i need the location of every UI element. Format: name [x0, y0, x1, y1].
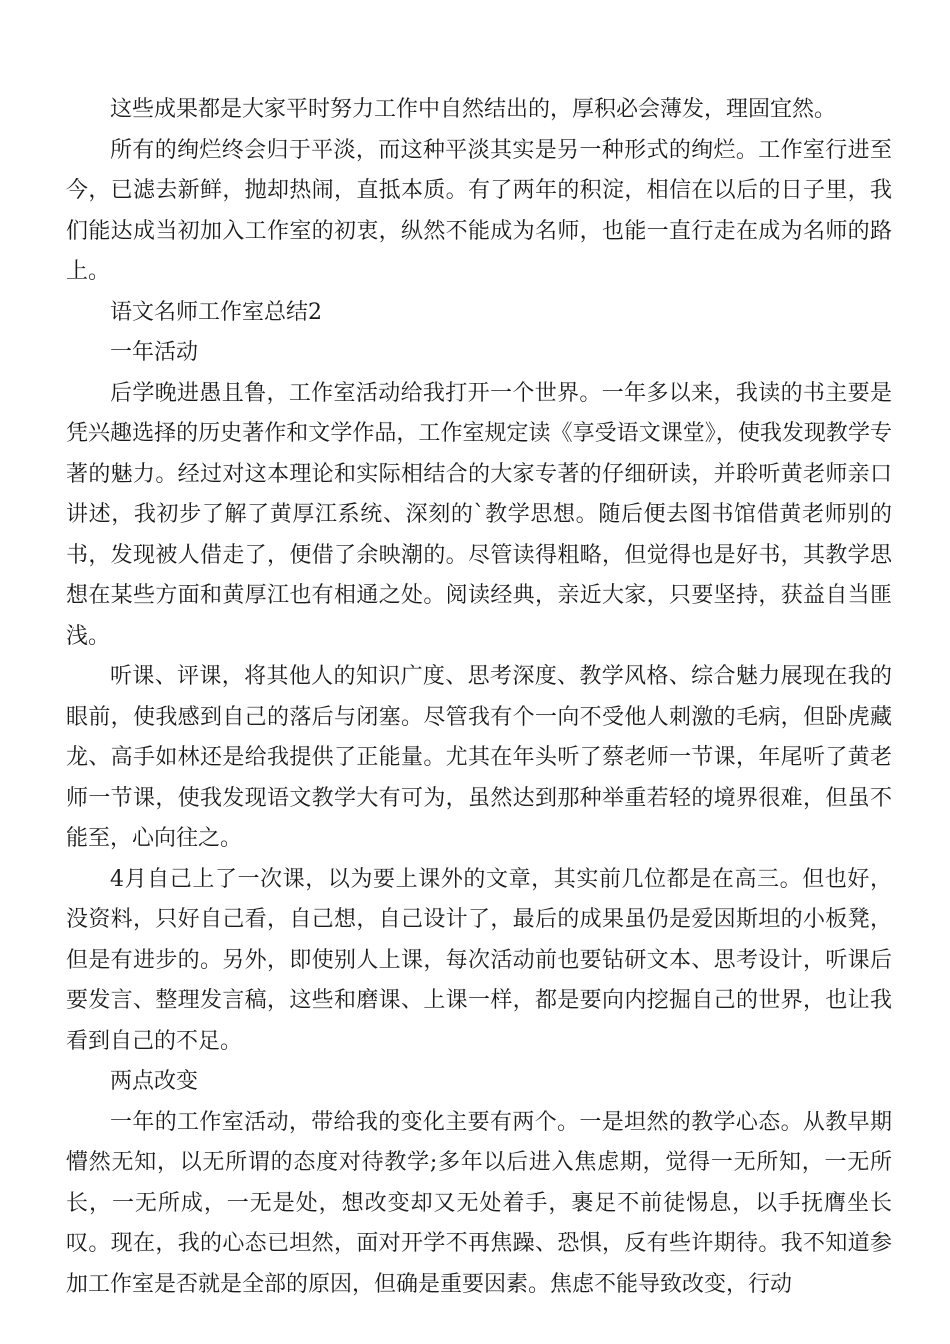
- subheading-two-changes: 两点改变: [110, 1069, 199, 1094]
- paragraph-lesson-review: 听课、评课，将其他人的知识广度、思考深度、教学风格、综合魅力展现在我的眼前，使我感到自己的落后与闭塞。尽管我有个一向不受他人刺激的毛病，但卧虎藏龙、高手如林还是给我提供了正能量。尤其在年头听了蔡老师一节课，年尾听了黄老师一节课，使我发现语文教学大有可为，虽然达到那种举重若轻的境界很难，但虽不能至，心向往之。: [66, 664, 892, 851]
- paragraph-reading: 后学晚进愚且鲁，工作室活动给我打开一个世界。一年多以来，我读的书主要是凭兴趣选择的历史著作和文学作品，工作室规定读《享受语文课堂》，使我发现教学专著的魅力。经过对这本理论和实际相结合的大家专著的仔细研读，并聆听黄老师亲口讲述，我初步了解了黄厚江系统、深刻的`教学思想。随后便去图书馆借黄老师别的书，发现被人借走了，便借了余映潮的。尽管读得粗略，但觉得也是好书，其教学思想在某些方面和黄厚江也有相通之处。阅读经典，亲近大家，只要坚持，获益自当匪浅。: [66, 380, 892, 649]
- paragraph-achievements: 这些成果都是大家平时努力工作中自然结出的，厚积必会薄发，理固宜然。: [110, 97, 837, 122]
- subheading-one-year-activities: 一年活动: [110, 340, 199, 365]
- section-title: 语文名师工作室总结2: [110, 299, 322, 325]
- paragraph-brilliance: 所有的绚烂终会归于平淡，而这种平淡其实是另一种形式的绚烂。工作室行进至今，已滤去新鲜，抛却热闹，直抵本质。有了两年的积淀，相信在以后的日子里，我们能达成当初加入工作室的初衷，纵然不能成为名师，也能一直行走在成为名师的路上。: [66, 137, 892, 284]
- paragraph-mindset: 一年的工作室活动，带给我的变化主要有两个。一是坦然的教学心态。从教早期懵然无知，以无所谓的态度对待教学;多年以后进入焦虑期，觉得一无所知，一无所长，一无所成，一无是处，想改变却又无处着手，裹足不前徒惕息，以手抚膺坐长叹。现在，我的心态已坦然，面对开学不再焦躁、恐惧，反有些许期待。我不知道参加工作室是否就是全部的原因，但确是重要因素。焦虑不能导致改变，行动: [66, 1109, 892, 1297]
- paragraph-april-lesson: 4月自己上了一次课，以为要上课外的文章，其实前几位都是在高三。但也好，没资料，只好自己看，自己想，自己设计了，最后的成果虽仍是爱因斯坦的小板凳，但是有进步的。另外，即使别人上课，每次活动前也要钻研文本、思考设计，听课后要发言、整理发言稿，这些和磨课、上课一样，都是要向内挖掘自己的世界，也让我看到自己的不足。: [66, 866, 892, 1054]
- document-body: [66, 90, 892, 1305]
